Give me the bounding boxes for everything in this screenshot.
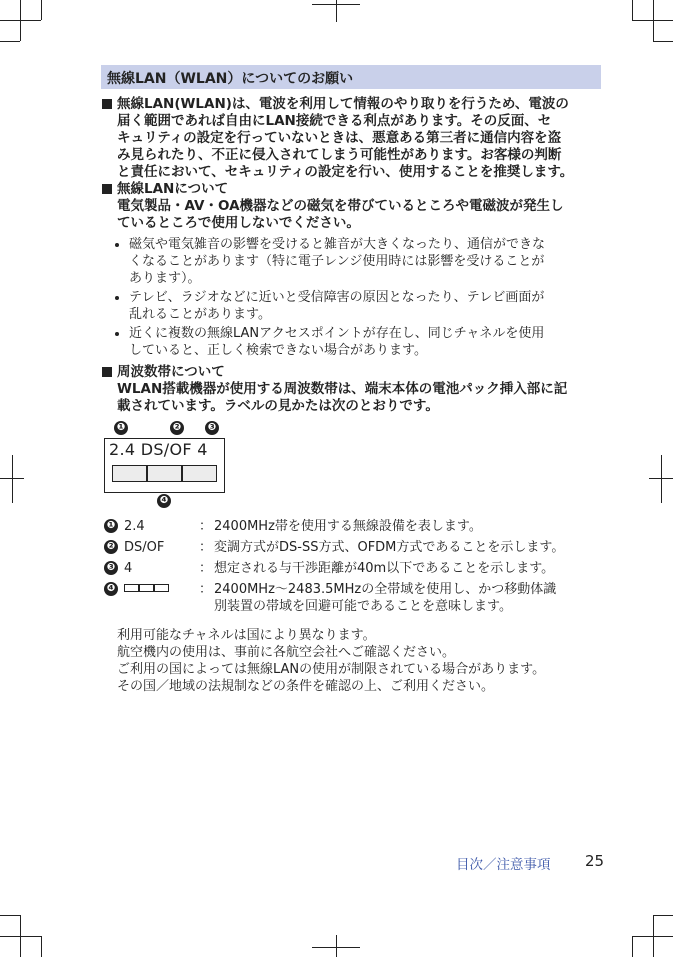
wlan-frequency-label	[104, 438, 225, 493]
crop-mark	[0, 915, 20, 916]
legend-row: ❷ DS/OF ： 変調方式がDS-SS方式、OFDM方式であることを示します。	[104, 539, 604, 560]
callout-4-icon: ❹	[157, 494, 171, 508]
callout-2-icon: ❷	[170, 421, 184, 435]
wlan-about-paragraph: 無線LANについて 電気製品・AV・OA機器などの磁気を帯びているところや電磁波が発生し ているところで使用しないでください。 磁気や電気雑音の影響を受けると雑音が大きくなったり、通信ができな くなることがあります（特に電子レンジ使用時には影響を受けることが あります）。 テレビ、ラジオなどに近いと受信障害の原因となったり、テレビ画面が 乱れることがあります。 近くに複数の無線LANアクセスポイントが存在し、同じチャネルを使用 していると、正しく検索できない場合があります。	[101, 181, 603, 361]
crop-mark	[12, 455, 13, 503]
crop-mark	[661, 455, 662, 503]
crop-mark	[632, 20, 673, 21]
usage-notes: 利用可能なチャネルは国により異なります。 航空機内の使用は、事前に各航空会社へご確認ください。 ご利用の国によっては無線LANの使用が制限されている場合があります。 その国／地域の法規制などの条件を確認の上、ご利用ください。	[117, 628, 546, 694]
callout-1-icon: ❶	[114, 421, 128, 435]
square-bullet-icon	[102, 99, 112, 109]
frequency-band-heading: 周波数帯について	[117, 364, 225, 380]
label-band-cells	[112, 465, 217, 482]
square-bullet-icon	[102, 367, 112, 377]
crop-mark	[0, 20, 41, 21]
crop-mark	[336, 0, 337, 22]
band-cells-mini-icon	[124, 581, 169, 598]
bullet-dot-icon	[115, 332, 119, 336]
label-legend	[104, 518, 604, 619]
crop-mark	[336, 935, 337, 957]
callout-3-icon: ❸	[205, 421, 219, 435]
legend-row: ❹ ： 2400MHz～2483.5MHzの全帯域を使用し、かつ移動体識 別装置の帯域を回避可能であることを意味します。	[104, 581, 604, 619]
band-cell	[182, 465, 217, 482]
list-item: 近くに複数の無線LANアクセスポイントが存在し、同じチャネルを使用 していると、正しく検索できない場合があります。	[101, 325, 603, 359]
toc-precautions-link[interactable]: 目次／注意事項	[456, 857, 551, 873]
crop-mark	[653, 915, 673, 916]
bullet-dot-icon	[115, 243, 119, 247]
band-cell	[147, 465, 182, 482]
crop-mark	[0, 41, 20, 42]
crop-mark	[653, 41, 673, 42]
legend-row: ❸ 4 ： 想定される与干渉距離が40m以下であることを示します。	[104, 560, 604, 581]
legend-row: ❶ 2.4 ： 2400MHz帯を使用する無線設備を表します。	[104, 518, 604, 539]
crop-mark	[632, 936, 633, 957]
crop-mark	[632, 936, 673, 937]
interference-bullet-list	[101, 236, 603, 359]
square-bullet-icon	[102, 184, 112, 194]
page-number: 25	[585, 852, 605, 870]
crop-mark	[41, 936, 42, 957]
label-text: 2.4 DS/OF 4	[109, 440, 208, 459]
wlan-about-heading: 無線LANについて	[117, 181, 229, 197]
frequency-band-paragraph: 周波数帯について WLAN搭載機器が使用する周波数帯は、端末本体の電池パック挿入部に記 載されています。ラベルの見かたは次のとおりです。	[101, 364, 603, 415]
wlan-security-paragraph: 無線LAN(WLAN)は、電波を利用して情報のやり取りを行うため、電波の 届く範囲であれば自由にLAN接続できる利点があります。その反面、セ キュリティの設定を行っていないときは、悪意ある第三者に通信内容を盗 み見られたり、不正に侵入されてしまう可能性があります。お客様の判断 と責任において、セキュリティの設定を行い、使用することを推奨します。	[101, 96, 603, 181]
list-item: 磁気や電気雑音の影響を受けると雑音が大きくなったり、通信ができな くなることがあります（特に電子レンジ使用時には影響を受けることが あります）。	[101, 236, 603, 287]
bullet-dot-icon	[115, 296, 119, 300]
section-title: 無線LAN（WLAN）についてのお願い	[107, 71, 354, 87]
band-cell	[112, 465, 147, 482]
crop-mark	[0, 936, 41, 937]
crop-mark	[41, 0, 42, 20]
list-item: テレビ、ラジオなどに近いと受信障害の原因となったり、テレビ画面が 乱れることがあります。	[101, 289, 603, 323]
section-header	[101, 65, 601, 89]
crop-mark	[632, 0, 633, 20]
